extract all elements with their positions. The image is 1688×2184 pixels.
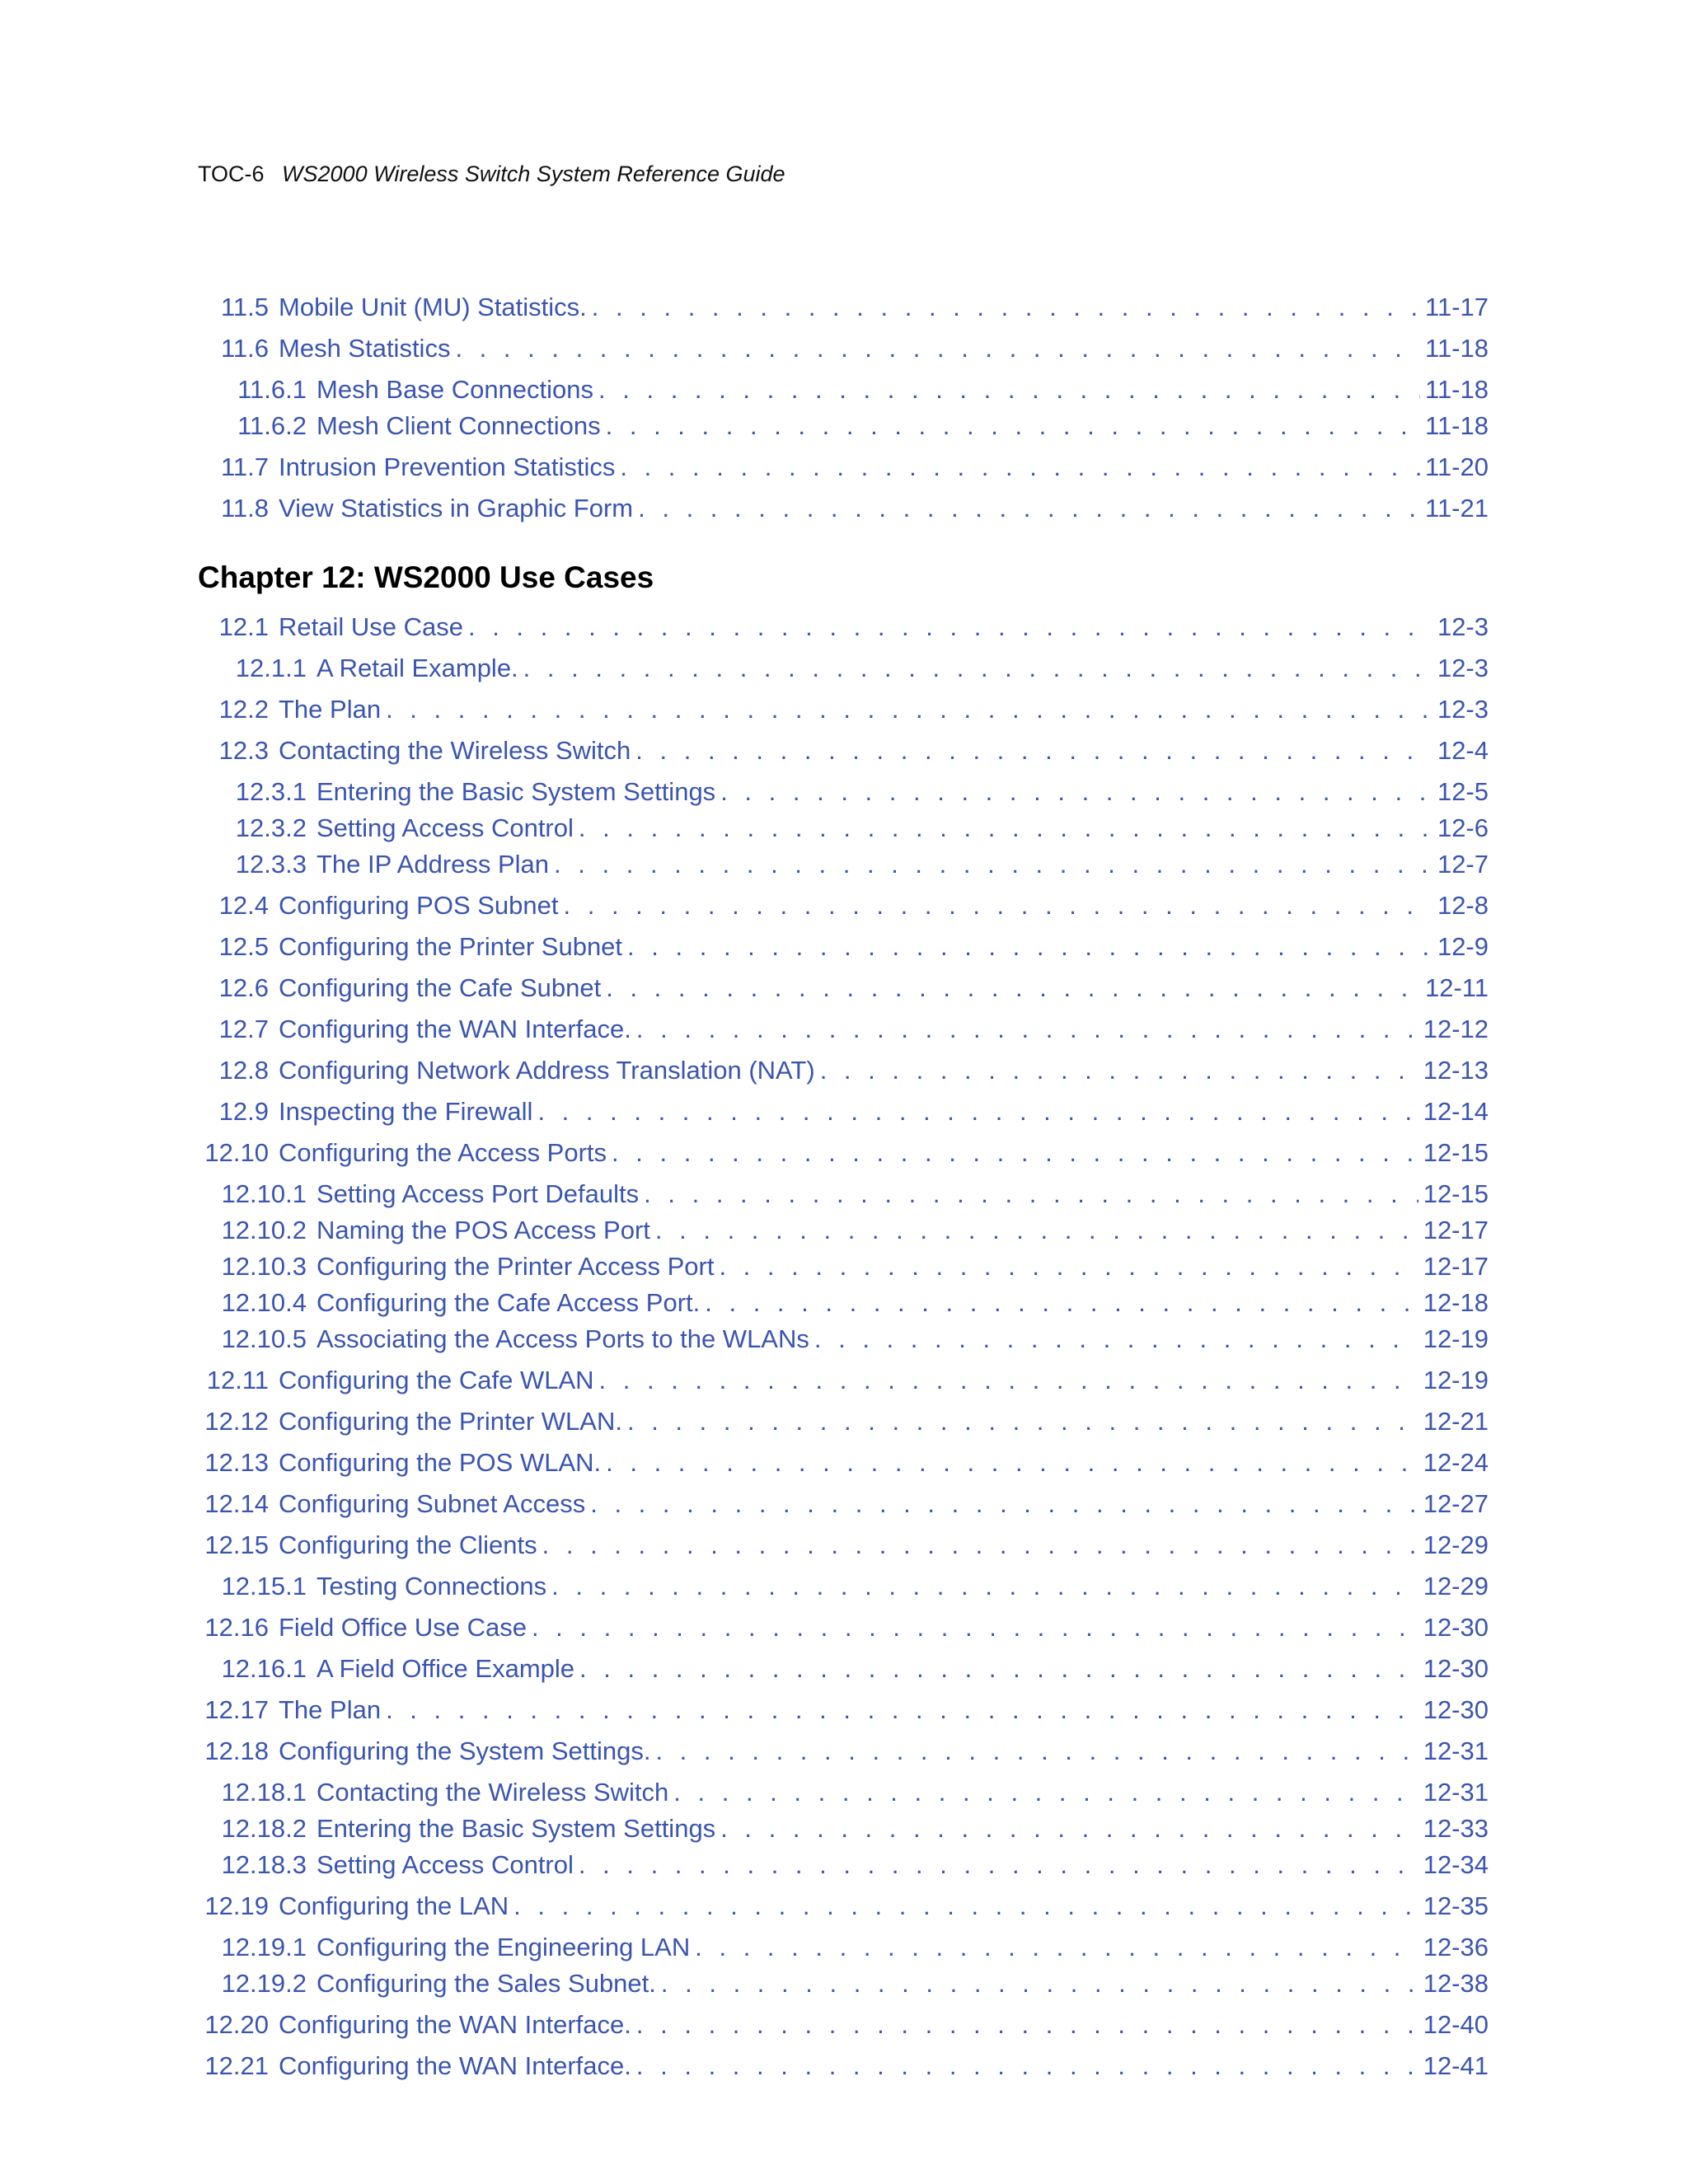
toc-entry-number: 12.14 [204, 1489, 269, 1518]
toc-entry-number: 12.19.2 [221, 1969, 307, 1998]
toc-entry[interactable] [198, 1404, 1489, 1439]
toc-entry-title: Entering the Basic System Settings [316, 1814, 716, 1843]
dot-leader [606, 971, 1420, 1005]
toc-entry[interactable] [198, 888, 1489, 923]
toc-entry[interactable] [198, 847, 1489, 882]
toc-entry-number: 12.12 [204, 1407, 269, 1436]
toc-entry[interactable] [198, 1811, 1489, 1846]
dot-leader [468, 610, 1432, 644]
toc-entry-page: 12-31 [1423, 1736, 1489, 1765]
toc-entry-page: 11-20 [1425, 452, 1489, 481]
toc-entry-title: Testing Connections [316, 1572, 547, 1601]
dot-leader [599, 1363, 1418, 1398]
toc-entry-title: The IP Address Plan [316, 850, 550, 879]
toc-entry[interactable] [198, 775, 1489, 809]
toc-entry-title: A Retail Example. [316, 654, 518, 682]
dot-leader [579, 811, 1432, 846]
toc-entry[interactable] [198, 1966, 1489, 2001]
toc-entry[interactable] [198, 1889, 1489, 1924]
toc-entry-title: Contacting the Wireless Switch [316, 1778, 669, 1807]
toc-entry[interactable] [198, 692, 1489, 727]
toc-entry-number: 12.15 [204, 1530, 269, 1559]
toc-entry[interactable] [198, 930, 1489, 964]
toc-entry[interactable] [198, 1012, 1489, 1047]
toc-entry-page: 12-31 [1423, 1778, 1489, 1807]
dot-leader [386, 692, 1432, 727]
toc-entry-number: 11.5 [220, 293, 269, 321]
toc-entry-page: 12-11 [1425, 973, 1489, 1002]
toc-entry-number: 12.3 [218, 736, 269, 765]
toc-entry-title: The Plan [279, 1695, 382, 1724]
toc-entry-title: Configuring the LAN [279, 1891, 509, 1920]
toc-entry-number: 12.8 [218, 1056, 269, 1085]
toc-entry-number: 11.7 [220, 452, 269, 481]
dot-leader [644, 1177, 1418, 1212]
dot-leader [532, 1610, 1418, 1645]
toc-entry-number: 12.18.2 [221, 1814, 307, 1843]
dot-leader [579, 1848, 1418, 1882]
toc-entry-number: 12.7 [218, 1015, 269, 1043]
dot-leader [705, 1286, 1418, 1320]
toc-entry-title: The Plan [279, 695, 382, 724]
toc-entry-number: 12.10.2 [221, 1216, 307, 1244]
toc-entry-page: 12-33 [1423, 1814, 1489, 1843]
toc-entry-number: 12.21 [204, 2051, 269, 2080]
toc-entry-number: 12.3.1 [235, 777, 307, 806]
toc-entry-title: Configuring the WAN Interface. [279, 2051, 631, 2080]
toc-entry-page: 12-5 [1437, 777, 1489, 806]
toc-entry[interactable] [198, 290, 1489, 325]
toc-entry-page: 12-8 [1437, 891, 1489, 920]
toc-entry-number: 11.6.1 [237, 375, 307, 404]
toc-entry-number: 12.18 [204, 1736, 269, 1765]
toc-entry-page: 12-15 [1423, 1179, 1489, 1208]
toc-entry-title: Configuring the Engineering LAN [316, 1933, 691, 1961]
toc-entry-number: 12.4 [218, 891, 269, 920]
toc-entry-title: Field Office Use Case [279, 1613, 527, 1642]
dot-leader [537, 1094, 1418, 1129]
toc-entry-title: Intrusion Prevention Statistics [279, 452, 616, 481]
toc-entry-page: 12-13 [1423, 1056, 1489, 1085]
toc-entry-page: 11-17 [1425, 293, 1489, 321]
dot-leader [814, 1322, 1418, 1357]
toc-entry-page: 12-34 [1423, 1850, 1489, 1879]
toc-entry[interactable] [198, 1053, 1489, 1088]
toc-entry-page: 12-17 [1423, 1252, 1489, 1281]
toc-entry-title: Setting Access Control [316, 1850, 574, 1879]
toc-entry[interactable] [198, 409, 1489, 443]
toc-entry-title: Configuring the Printer Access Port [316, 1252, 715, 1281]
toc-entry[interactable] [198, 491, 1489, 526]
toc-entry-page: 11-18 [1425, 411, 1489, 440]
toc-entry-title: Setting Access Port Defaults [316, 1179, 640, 1208]
dot-leader [606, 1446, 1418, 1480]
toc-entry-number: 12.9 [218, 1097, 269, 1126]
dot-leader [636, 2049, 1418, 2083]
toc-entry-title: View Statistics in Graphic Form [279, 494, 634, 523]
chapter-heading: Chapter 12: WS2000 Use Cases [198, 560, 654, 594]
dot-leader [386, 1693, 1418, 1727]
dot-leader [720, 775, 1432, 809]
toc-entry-number: 12.16.1 [221, 1654, 307, 1683]
dot-leader [638, 491, 1420, 526]
dot-leader [592, 290, 1420, 325]
toc-entry-title: Configuring the POS WLAN. [279, 1448, 602, 1477]
toc-entry-title: Configuring the Printer Subnet [279, 932, 623, 961]
toc-entry-page: 12-9 [1437, 932, 1489, 961]
toc-entry[interactable] [198, 1610, 1489, 1645]
toc-entry-title: Entering the Basic System Settings [316, 777, 716, 806]
toc-entry[interactable] [198, 1363, 1489, 1398]
toc-entry-page: 12-6 [1437, 813, 1489, 842]
toc-entry-page: 12-18 [1423, 1288, 1489, 1317]
dot-leader [673, 1775, 1418, 1810]
toc-entry-page: 12-29 [1423, 1572, 1489, 1601]
toc-entry-page: 12-17 [1423, 1216, 1489, 1244]
toc-entry[interactable] [198, 1286, 1489, 1320]
toc-entry-number: 12.3.2 [235, 813, 307, 842]
toc-entry[interactable] [198, 733, 1489, 768]
toc-entry-title: Configuring Subnet Access [279, 1489, 586, 1518]
toc-entry-page: 12-41 [1423, 2051, 1489, 2080]
toc-entry-number: 12.3.3 [235, 850, 307, 879]
toc-entry-page: 12-15 [1423, 1138, 1489, 1167]
dot-leader [590, 1487, 1418, 1521]
toc-entry-number: 12.13 [204, 1448, 269, 1477]
toc-entry-title: Mesh Client Connections [316, 411, 601, 440]
toc-entry[interactable] [198, 2008, 1489, 2042]
dot-leader [620, 450, 1420, 485]
dot-leader [551, 1569, 1418, 1604]
toc-entry-page: 12-27 [1423, 1489, 1489, 1518]
toc-entry[interactable] [198, 811, 1489, 846]
toc-entry-page: 12-19 [1423, 1366, 1489, 1394]
dot-leader [636, 1012, 1418, 1047]
dot-leader [720, 1811, 1418, 1846]
toc-entry-number: 11.6 [220, 334, 269, 363]
dot-leader [627, 930, 1432, 964]
dot-leader [655, 1213, 1418, 1248]
toc-entry-title: Mesh Base Connections [316, 375, 594, 404]
dot-leader [635, 733, 1432, 768]
toc-entry[interactable] [198, 1734, 1489, 1769]
toc-entry[interactable] [198, 1136, 1489, 1170]
toc-entry-page: 12-38 [1423, 1969, 1489, 1998]
toc-entry-page: 12-7 [1437, 850, 1489, 879]
toc-entry-page: 12-3 [1437, 654, 1489, 682]
toc-entry[interactable] [198, 373, 1489, 407]
toc-entry-page: 11-21 [1425, 494, 1489, 523]
dot-leader [612, 1136, 1418, 1170]
dot-leader [627, 1404, 1418, 1439]
toc-entry-title: Configuring the WAN Interface. [279, 1015, 631, 1043]
toc-entry-number: 12.10.5 [221, 1324, 307, 1353]
toc-entry-title: Configuring the WAN Interface. [279, 2010, 631, 2039]
toc-entry-number: 12.20 [204, 2010, 269, 2039]
dot-leader [598, 373, 1420, 407]
toc-entry[interactable] [198, 2049, 1489, 2083]
dot-leader [820, 1053, 1418, 1088]
toc-entry[interactable] [198, 1249, 1489, 1284]
dot-leader [542, 1528, 1418, 1563]
toc-entry-title: Mesh Statistics [279, 334, 451, 363]
page-header [198, 162, 785, 187]
dot-leader [606, 409, 1420, 443]
toc-entry-page: 12-24 [1423, 1448, 1489, 1477]
toc-entry-page: 12-30 [1423, 1613, 1489, 1642]
toc-entry-title: Setting Access Control [316, 813, 574, 842]
toc-entry-page: 11-18 [1425, 334, 1489, 363]
toc-entry-title: Associating the Access Ports to the WLANs [316, 1324, 809, 1353]
dot-leader [719, 1249, 1418, 1284]
dot-leader [579, 1652, 1418, 1686]
toc-entry-number: 12.10.1 [221, 1179, 307, 1208]
toc-entry[interactable] [198, 1930, 1489, 1965]
toc-entry-title: Configuring the System Settings. [279, 1736, 651, 1765]
toc-entry-number: 12.2 [218, 695, 269, 724]
toc-entry[interactable] [198, 1652, 1489, 1686]
dot-leader [455, 331, 1420, 366]
toc-entry-title: Configuring the Clients [279, 1530, 537, 1559]
toc-entry-page: 12-3 [1437, 695, 1489, 724]
toc-entry-number: 12.18.1 [221, 1778, 307, 1807]
toc-entry-page: 12-19 [1423, 1324, 1489, 1353]
toc-entry[interactable] [198, 331, 1489, 366]
dot-leader [513, 1889, 1418, 1924]
dot-leader [564, 888, 1432, 923]
toc-entry-number: 12.15.1 [221, 1572, 307, 1601]
toc-entry-number: 12.10.4 [221, 1288, 307, 1317]
dot-leader [523, 651, 1432, 686]
toc-entry-number: 11.8 [220, 494, 269, 523]
toc-entry-page: 12-30 [1423, 1654, 1489, 1683]
toc-entry-page: 12-35 [1423, 1891, 1489, 1920]
toc-entry[interactable] [198, 1322, 1489, 1357]
toc-entry[interactable] [198, 1848, 1489, 1882]
toc-entry-title: Configuring the Cafe Subnet [279, 973, 602, 1002]
toc-entry-title: Inspecting the Firewall [279, 1097, 533, 1126]
toc-entry-number: 12.19.1 [221, 1933, 307, 1961]
toc-entry-page: 12-29 [1423, 1530, 1489, 1559]
toc-entry-number: 12.18.3 [221, 1850, 307, 1879]
toc-entry[interactable] [198, 1177, 1489, 1212]
toc-entry[interactable] [198, 651, 1489, 686]
toc-entry-title: Configuring the Printer WLAN. [279, 1407, 622, 1436]
toc-entry-number: 12.16 [204, 1613, 269, 1642]
toc-entry-page: 12-21 [1423, 1407, 1489, 1436]
toc-entry[interactable] [198, 1569, 1489, 1604]
toc-entry-number: 12.11 [206, 1366, 269, 1394]
toc-entry-page: 12-3 [1437, 612, 1489, 641]
toc-entry-page: 12-30 [1423, 1695, 1489, 1724]
toc-entry[interactable] [198, 450, 1489, 485]
toc-entry[interactable] [198, 1487, 1489, 1521]
dot-leader [554, 847, 1432, 882]
toc-entry[interactable] [198, 1775, 1489, 1810]
toc-entry[interactable] [198, 1446, 1489, 1480]
toc-entry-number: 12.6 [218, 973, 269, 1002]
toc-entry[interactable] [198, 1528, 1489, 1563]
document-title: WS2000 Wireless Switch System Reference Guide [282, 162, 785, 186]
toc-entry[interactable] [198, 610, 1489, 644]
dot-leader [695, 1930, 1418, 1965]
toc-entry-title: Configuring the Cafe Access Port. [316, 1288, 701, 1317]
toc-entry-number: 12.1 [218, 612, 269, 641]
toc-entry[interactable] [198, 1693, 1489, 1727]
dot-leader [661, 1966, 1418, 2001]
toc-entry-title: Contacting the Wireless Switch [279, 736, 631, 765]
toc-entry-number: 12.10 [204, 1138, 269, 1167]
toc-entry-title: Retail Use Case [279, 612, 463, 641]
dot-leader [655, 1734, 1418, 1769]
toc-entry-title: A Field Office Example [316, 1654, 575, 1683]
toc-entry-number: 12.17 [204, 1695, 269, 1724]
page-number: TOC-6 [198, 162, 265, 186]
toc-entry-number: 12.10.3 [221, 1252, 307, 1281]
toc-entry-page: 11-18 [1425, 375, 1489, 404]
toc-entry-page: 12-12 [1423, 1015, 1489, 1043]
toc-entry-title: Configuring POS Subnet [279, 891, 559, 920]
toc-entry-title: Configuring the Sales Subnet. [316, 1969, 656, 1998]
toc-entry-title: Configuring the Cafe WLAN [279, 1366, 594, 1394]
toc-entry-title: Configuring Network Address Translation (NAT) [279, 1056, 815, 1085]
toc-entry[interactable] [198, 971, 1489, 1005]
toc-entry[interactable] [198, 1213, 1489, 1248]
toc-entry-number: 11.6.2 [237, 411, 307, 440]
dot-leader [636, 2008, 1418, 2042]
toc-entry-title: Mobile Unit (MU) Statistics. [279, 293, 587, 321]
toc-entry-number: 12.1.1 [235, 654, 307, 682]
toc-entry-number: 12.19 [204, 1891, 269, 1920]
toc-entry-page: 12-36 [1423, 1933, 1489, 1961]
toc-entry-page: 12-14 [1423, 1097, 1489, 1126]
toc-entry-page: 12-40 [1423, 2010, 1489, 2039]
toc-entry-title: Configuring the Access Ports [279, 1138, 607, 1167]
toc-entry-title: Naming the POS Access Port [316, 1216, 650, 1244]
toc-entry-number: 12.5 [218, 932, 269, 961]
toc-entry-page: 12-4 [1437, 736, 1489, 765]
toc-entry[interactable] [198, 1094, 1489, 1129]
